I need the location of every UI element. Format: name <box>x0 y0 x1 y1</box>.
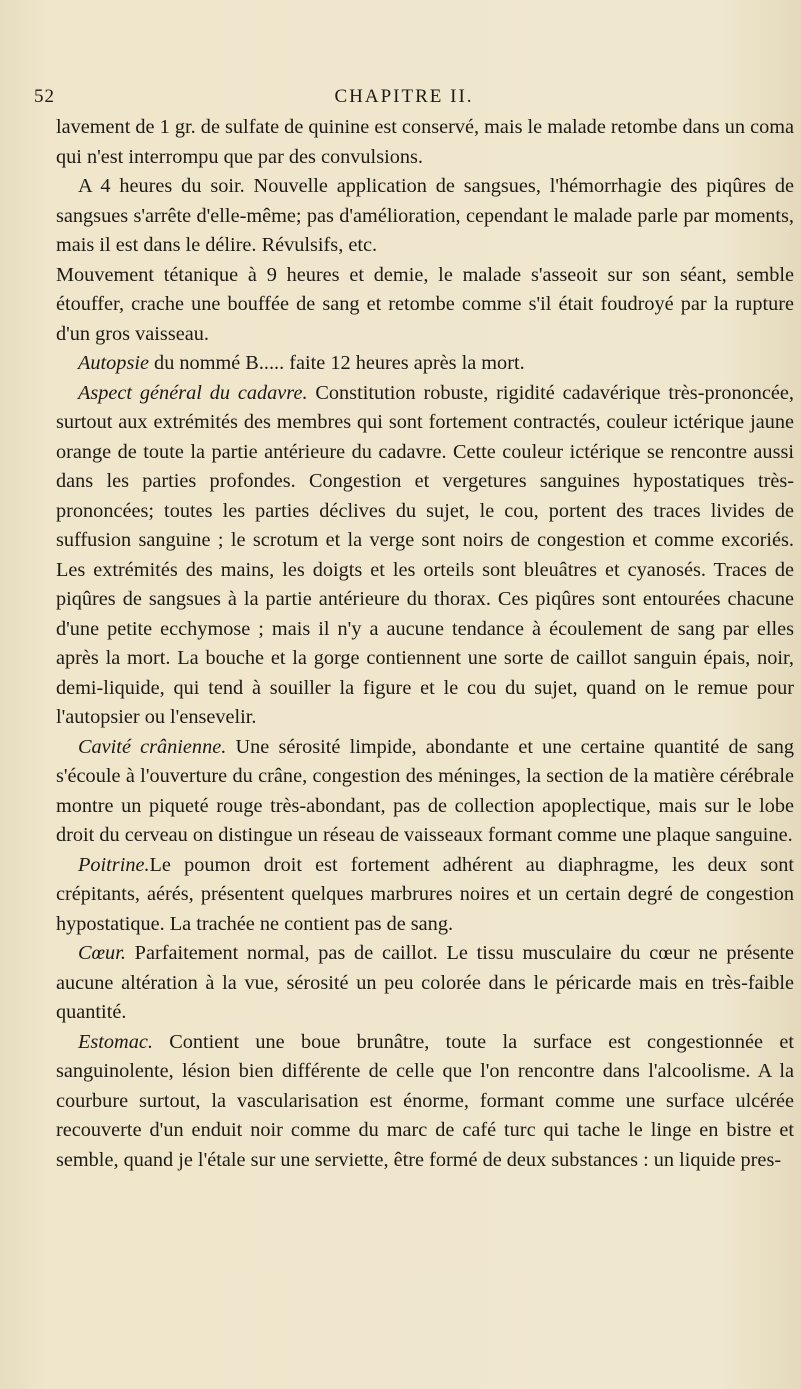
paragraph-lead: Cœur. <box>78 942 126 964</box>
paragraph-lead: Cavité crânienne. <box>78 735 227 758</box>
paragraph-text: lavement de 1 gr. de sulfate de quinine est conservé, mais le malade retombe dans un coma qui n'est interrompu que par des convulsions. <box>56 116 794 168</box>
paragraph-text: A 4 heures du soir. Nouvelle application de sangsues, l'hémorrhagie des piqûres de sangsues s'arrête d'elle-même; pas d'amélioration, cependant le malade parle par moments, mais il est dans le délire. Révulsifs, etc. <box>56 175 794 256</box>
paragraph-text: Parfaitement normal, pas de caillot. Le tissu musculaire du cœur ne présente aucune altération à la vue, sérosité un peu colorée dans le péricarde mais en très-faible quantité. <box>56 942 794 1023</box>
paragraph-lead: Autopsie <box>78 352 149 374</box>
paragraph-lead: Aspect général du cadavre. <box>78 381 308 404</box>
page-header <box>34 86 774 112</box>
paragraph-estomac <box>56 1028 794 1176</box>
body-text <box>56 113 794 1175</box>
paragraph-text: Constitution robuste, rigidité cadavérique très-prononcée, surtout aux extrémités des membres qui sont fortement contractés, couleur ictérique jaune orange de toute la partie antérieure du cadavre. Cette couleur ictérique se rencontre aussi dans les parties profondes. Congestion et vergetures sanguines hypostatiques très-prononcées; toutes les parties déclives du sujet, le cou, portent des traces livides de suffusion sanguine ; le scrotum et la verge sont noirs de congestion et comme excoriés. Les extrémités des mains, les doigts et les orteils sont bleuâtres et cyanosés. Traces de piqûres de sangsues à la partie antérieure du thorax. Ces piqûres sont entourées chacune d'une petite ecchymose ; mais il n'y a aucune tendance à écoulement de sang par elles après la mort. La bouche et la gorge contiennent une sorte de caillot sanguin épais, noir, demi-liquide, qui tend à souiller la figure et le cou du sujet, quand on le remue pour l'autopsier ou l'ensevelir. <box>56 381 794 728</box>
paragraph-text: Mouvement tétanique à 9 heures et demie, le malade s'asseoit sur son séant, semble étouffer, crache une bouffée de sang et retombe comme s'il était foudroyé par la rupture d'un gros vaisseau. <box>56 263 794 345</box>
paragraph-poitrine <box>56 851 794 940</box>
page-number: 52 <box>34 86 55 107</box>
paragraph-cavite-cranienne <box>56 733 794 851</box>
paragraph-lead: Poitrine. <box>78 853 150 876</box>
paragraph-aspect-general <box>56 379 794 733</box>
paragraph-lavement <box>56 113 794 172</box>
paragraph-autopsie <box>56 349 794 379</box>
paragraph-mouvement-tetanique <box>56 261 794 350</box>
paragraph-text: Une sérosité limpide, abondante et une certaine quantité de sang s'écoule à l'ouverture du crâne, congestion des méninges, la section de la matière cérébrale montre un piqueté rouge très-abondant, pas de collection apoplectique, mais sur le lobe droit du cerveau on distingue un réseau de vaisseaux formant comme une plaque sanguine. <box>56 735 794 846</box>
paragraph-text: du nommé B..... faite 12 heures après la mort. <box>148 352 525 374</box>
paragraph-text: Le poumon droit est fortement adhérent au diaphragme, les deux sont crépitants, aérés, présentent quelques marbrures noires et un certain degré de congestion hypostatique. La trachée ne contient pas de sang. <box>56 853 794 935</box>
paragraph-lead: Estomac. <box>78 1030 153 1053</box>
paragraph-coeur <box>56 939 794 1028</box>
running-title: CHAPITRE II. <box>334 86 474 107</box>
paragraph-4-heures <box>56 172 794 261</box>
paragraph-text: Contient une boue brunâtre, toute la surface est congestionnée et sanguinolente, lésion bien différente de celle que l'on rencontre dans l'alcoolisme. A la courbure surtout, la vascularisation est énorme, formant comme une surface ulcérée recouverte d'un enduit noir comme du marc de café turc qui tache le linge en bistre et semble, quand je l'étale sur une serviette, être formé de deux substances : un liquide pres- <box>56 1030 794 1171</box>
